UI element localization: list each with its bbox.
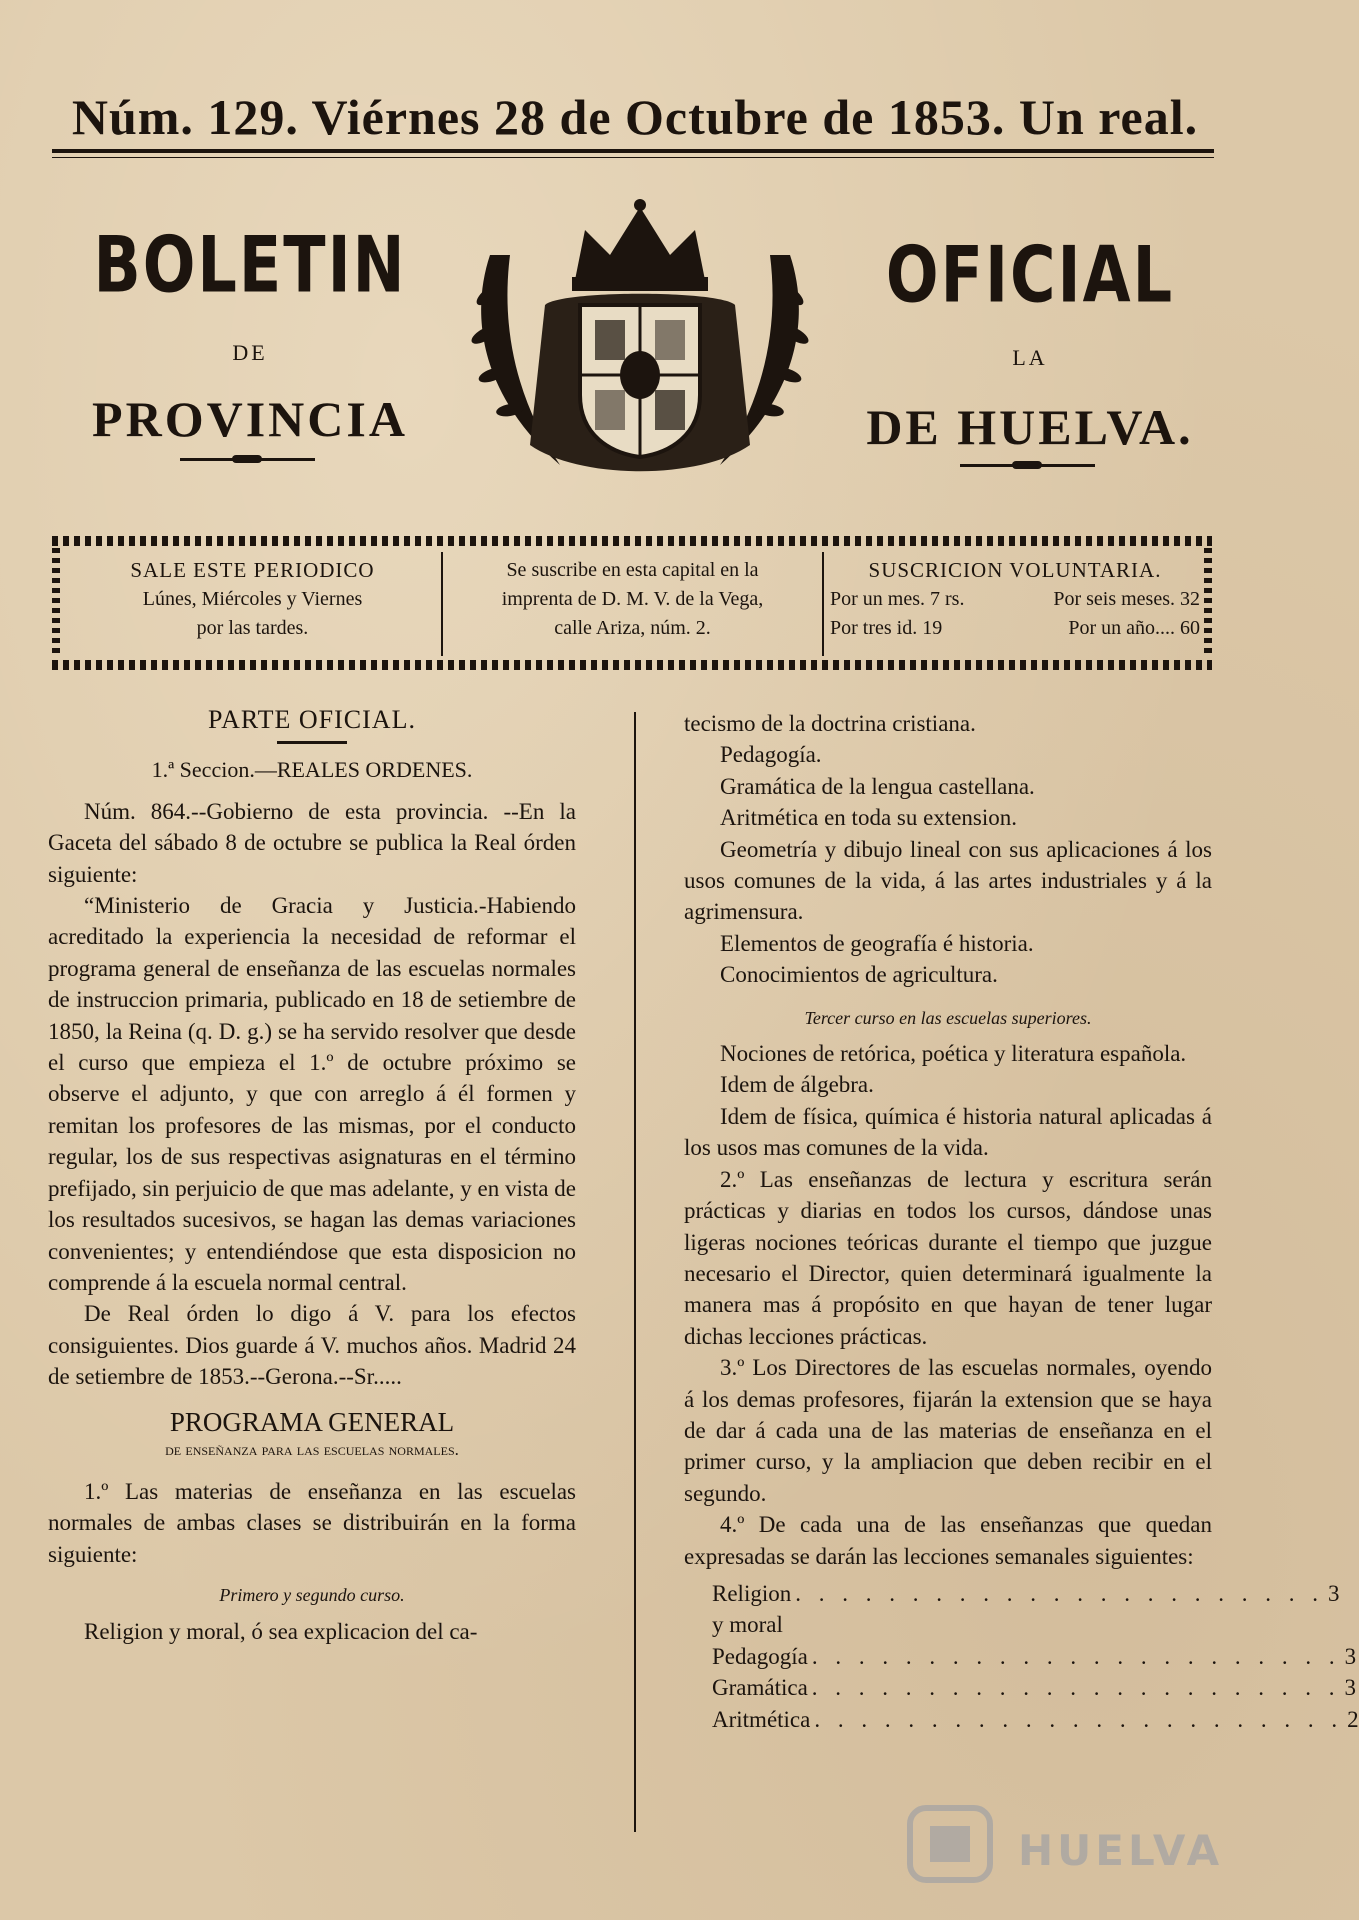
list-item: Idem de álgebra. <box>720 1072 874 1098</box>
title-provincia: PROVINCIA <box>92 391 408 447</box>
info-box-border-left <box>52 548 60 658</box>
section-heading: 1.ª Seccion.—REALES ORDENES. <box>151 757 473 783</box>
paragraph: 1.º Las materias de enseñanza en las escuelas normales de ambas clases se distribuirán en la forma siguiente: <box>48 1478 576 1567</box>
coat-of-arms-emblem <box>450 195 830 495</box>
watermark-text: HUELVA <box>1018 1826 1224 1875</box>
list-item: Pedagogía. <box>720 742 822 768</box>
list-item: Elementos de geografía é historia. <box>720 930 1034 956</box>
lesson-subject: Aritmética <box>712 1706 811 1732</box>
heading-rule <box>277 741 347 744</box>
ornament-dot-left <box>232 455 262 463</box>
lesson-row <box>712 1672 1357 1703</box>
paragraph: “Ministerio de Gracia y Justicia.-Habiendo acreditado la experiencia la necesidad de reformar el programa general de enseñanza de las escuelas normales de instruccion primaria, publicado en 18 de setiembre de 1850, la Reina (q. D. g.) se ha servido resolver que desde el curso que empieza el 1.º de octubre próximo se observe el adjunto, y que con arreglo á él formen y remitan los profesores de las mismas, por el conducto regular, los de sus respectivas asignaturas en el término prefijado, sin perjuicio de que mas adelante, y en vista de los resultados sucesivos, se hagan las demas variaciones convenientes; y entendiéndose que esta disposicion no comprende á la escuela normal central. <box>48 893 576 1295</box>
paragraph: Religion y moral, ó sea explicacion del ca- <box>84 1618 478 1644</box>
course-heading: Tercer curso en las escuelas superiores. <box>804 1007 1092 1028</box>
column-divider <box>634 712 636 1832</box>
subscribe-line-2: imprenta de D. M. V. de la Vega, <box>501 588 764 610</box>
lesson-count: 3 <box>1344 1675 1357 1701</box>
info-box-divider-2 <box>822 552 824 656</box>
leader-dots: . . . . . . . . . . . . . . . . . . . . . . . <box>811 1643 1341 1669</box>
info-box-divider-1 <box>441 552 443 656</box>
title-oficial: OFICIAL <box>885 228 1175 321</box>
title-de-huelva: DE HUELVA. <box>866 399 1194 455</box>
archive-watermark <box>900 1798 1230 1888</box>
lesson-row <box>712 1704 1359 1735</box>
masthead-rule-thin <box>52 157 1214 158</box>
subscribe-line-3: calle Ariza, núm. 2. <box>554 617 711 639</box>
lesson-subject: Pedagogía <box>712 1643 808 1669</box>
price-year: Por un año.... 60 <box>1068 617 1200 639</box>
lesson-row <box>712 1578 1340 1641</box>
list-item: Geometría y dibujo lineal con sus aplicaciones á los usos comunes de la vida, á las artes industriales y á la agrimensura. <box>684 836 1212 925</box>
list-item: Gramática de la lengua castellana. <box>720 773 1035 799</box>
lesson-subject: Gramática <box>712 1675 808 1701</box>
left-column <box>48 704 576 1647</box>
info-box-border-bottom <box>52 660 1212 670</box>
info-box-border-top <box>52 536 1212 546</box>
list-item: Idem de física, química é historia natural aplicadas á los usos mas comunes de la vida. <box>684 1103 1212 1161</box>
price-month: Por un mes. 7 rs. <box>830 588 965 610</box>
lesson-count: 3 <box>1344 1643 1357 1669</box>
list-item: Aritmética en toda su extension. <box>720 805 1018 831</box>
title-boletin: BOLETIN <box>93 218 407 311</box>
leader-dots: . . . . . . . . . . . . . . . . . . . . . . . <box>814 1706 1344 1732</box>
right-column <box>684 708 1359 1735</box>
schedule-time: por las tardes. <box>196 617 309 639</box>
lesson-count: 2 <box>1347 1706 1359 1732</box>
schedule-days: Lúnes, Miércoles y Viernes <box>142 588 363 610</box>
title-de: DE <box>232 340 268 365</box>
masthead-line: Núm. 129. Viérnes 28 de Octubre de 1853. Un real. <box>71 89 1199 145</box>
list-item: Conocimientos de agricultura. <box>720 962 998 988</box>
info-box-subscribe <box>450 556 815 643</box>
paragraph: Núm. 864.--Gobierno de esta provincia. --En la Gaceta del sábado 8 de octubre se publica la Real órden siguiente: <box>48 798 576 887</box>
paragraph: 4.º De cada una de las enseñanzas que quedan expresadas se darán las lecciones semanales siguientes: <box>684 1512 1212 1569</box>
schedule-title: SALE ESTE PERIODICO <box>130 558 375 582</box>
price-three-months: Por tres id. 19 <box>830 617 943 639</box>
paragraph: tecismo de la doctrina cristiana. <box>684 711 976 736</box>
ornament-dot-right <box>1012 461 1042 469</box>
price-six-months: Por seis meses. 32 <box>1053 588 1200 610</box>
paragraph: De Real órden lo digo á V. para los efectos consiguientes. Dios guarde á V. muchos años. Madrid 24 de setiembre de 1853.--Gerona.--Sr..... <box>48 1301 576 1390</box>
leader-dots: . . . . . . . . . . . . . . . . . . . . . . . <box>795 1580 1324 1606</box>
program-title: PROGRAMA GENERAL <box>169 1406 455 1437</box>
lesson-row <box>712 1641 1357 1672</box>
prices-title: SUSCRICION VOLUNTARIA. <box>868 558 1162 582</box>
subscribe-line-1: Se suscribe en esta capital en la <box>506 559 759 581</box>
watermark-logo-icon <box>900 1798 1000 1888</box>
leader-dots: . . . . . . . . . . . . . . . . . . . . . . . <box>811 1675 1341 1701</box>
title-la: LA <box>1012 345 1048 370</box>
paragraph: 3.º Los Directores de las escuelas normales, oyendo á los demas profesores, fijarán la extension que se haya de dar á cada una de las materias de enseñanza en el primer curso, y la ampliacion que deben recibir en el segundo. <box>684 1355 1212 1506</box>
price-row <box>830 614 1200 643</box>
parte-oficial-heading: PARTE OFICIAL. <box>208 705 416 734</box>
lesson-subject: Religion y moral <box>712 1580 792 1638</box>
program-subtitle: de enseñanza para las escuelas normales. <box>165 1439 459 1459</box>
list-item: Nociones de retórica, poética y literatura española. <box>720 1041 1187 1067</box>
price-row <box>830 585 1200 614</box>
course-heading: Primero y segundo curso. <box>219 1585 405 1606</box>
info-box-prices <box>830 556 1200 643</box>
paragraph: 2.º Las enseñanzas de lectura y escritura serán prácticas y diarias en todos los cursos, dándose unas ligeras nociones teóricas durante el tiempo que juzgue necesario el Director, quien determinará igualmente la manera mas á propósito en que hayan de tener lugar dichas lecciones prácticas. <box>684 1166 1212 1349</box>
info-box-border-right <box>1204 548 1212 658</box>
lesson-count: 3 <box>1327 1580 1340 1606</box>
masthead-rule <box>52 149 1214 153</box>
lessons-table <box>684 1578 1359 1735</box>
info-box-schedule <box>70 556 435 643</box>
